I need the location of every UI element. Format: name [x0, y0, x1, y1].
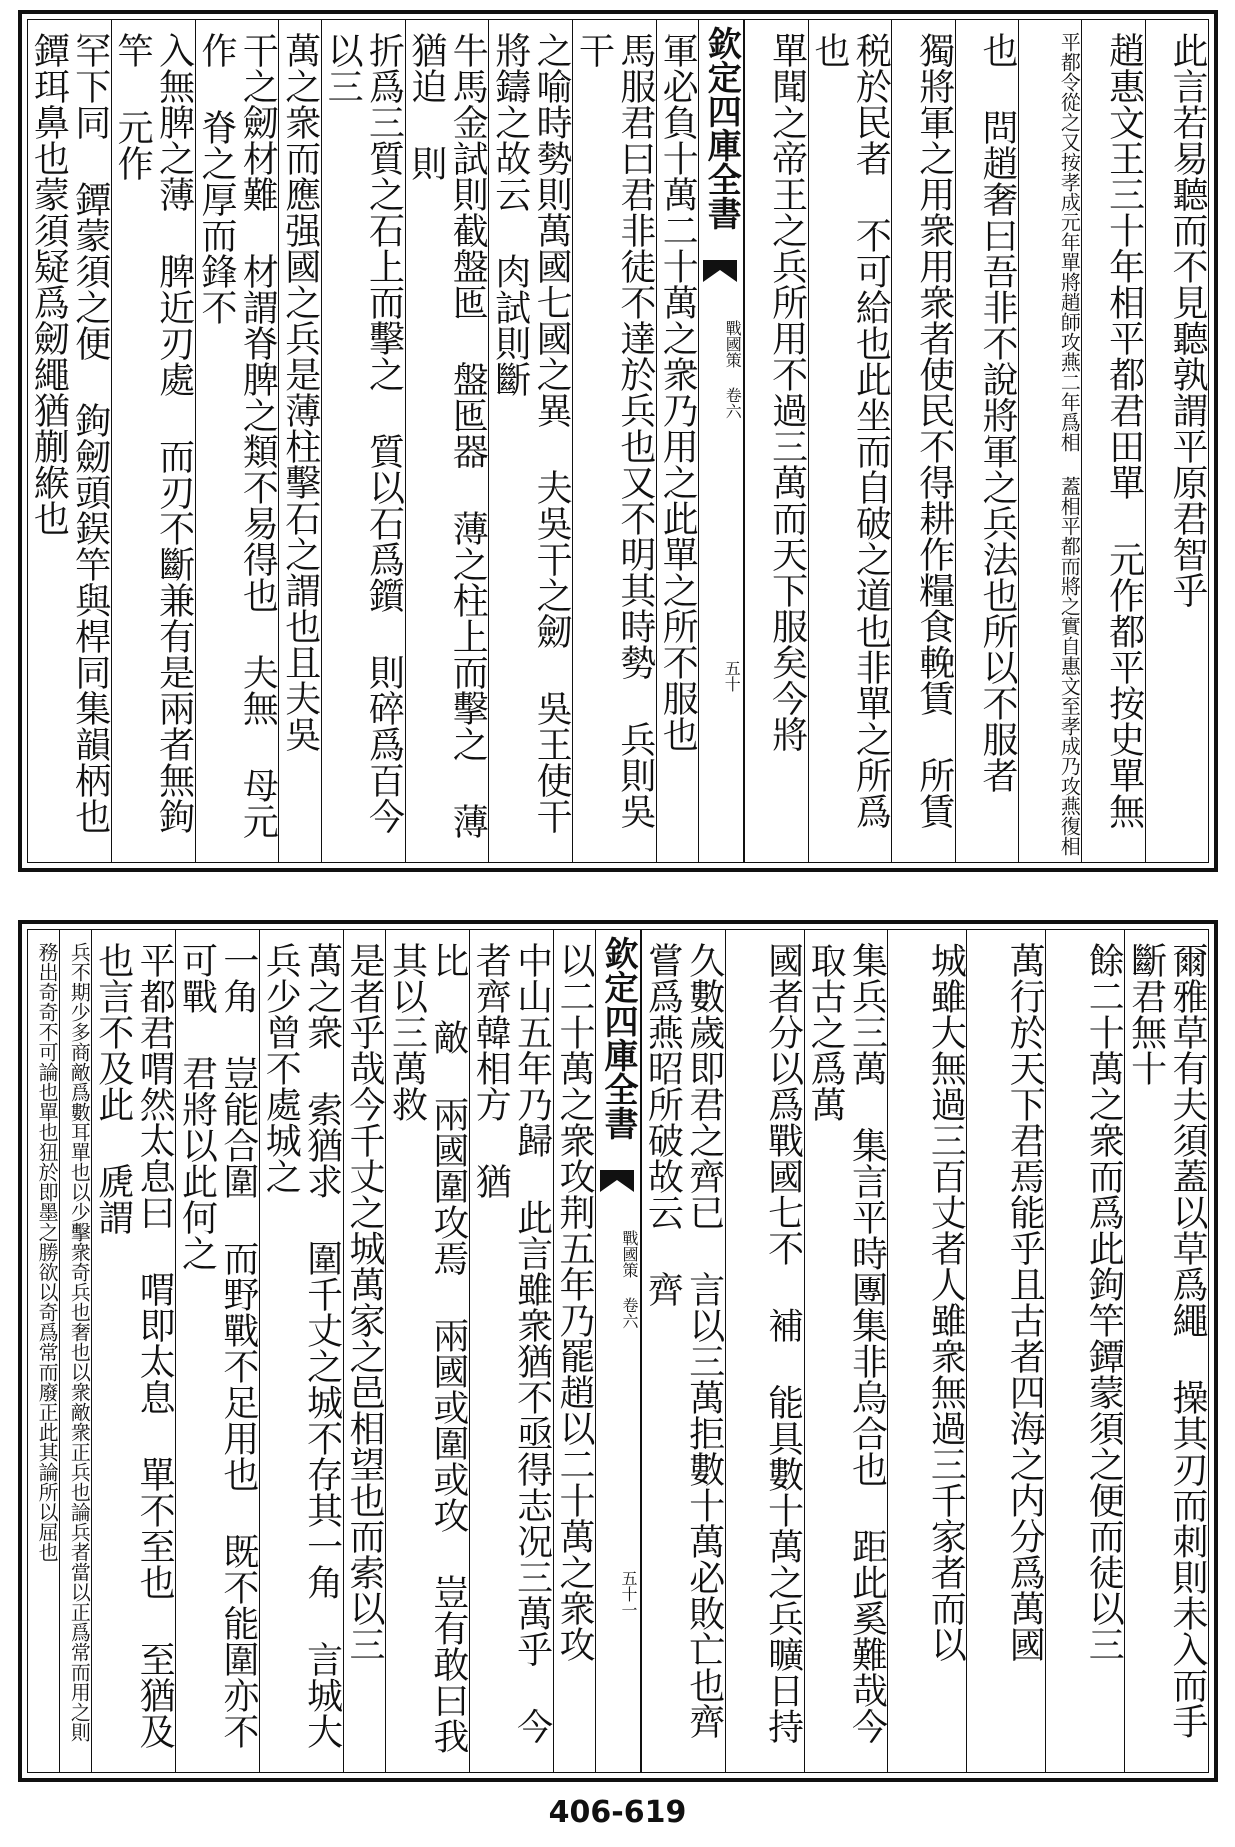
text-column: 入無脾之薄 脾近刃處 而刃不斷兼有是兩者無鉤竿 元作 — [111, 20, 195, 862]
text-column: 爾雅草有夫須蓋以草爲繩 操其刃而刺則未入而手斷君無十 — [1124, 930, 1208, 1772]
top-columns — [28, 20, 1208, 862]
text-column: 平都君喟然太息曰 喟即太息 單不至也 至猶及也言不及此 虒謂 — [91, 930, 175, 1772]
center-fold — [698, 20, 744, 862]
text-column: 馬服君曰君非徒不達於兵也又不明其時勢 兵則吳干 — [572, 20, 656, 862]
page-number: 五十 — [722, 660, 742, 692]
text-column: 軍必負十萬二十萬之衆乃用之此單之所不服也 — [656, 20, 698, 862]
text-column: 也 問趙奢曰吾非不說將軍之兵法也所以不服者 — [955, 20, 1018, 862]
bottom-right-half — [641, 930, 1208, 1772]
text-column: 餘二十萬之衆而爲此鉤竿鐔蒙須之便而徒以三 — [1045, 930, 1124, 1772]
commentary-column: 務出奇奇不可論也單也狃於即墨之勝欲以奇爲常而廢正此其論所以屈也 — [35, 942, 60, 1562]
bottom-left-half — [28, 930, 595, 1772]
chapter-label: 戰國策 卷六 — [620, 1230, 639, 1329]
commentary-column: 兵不期少多商敵爲數耳單也以少擊衆奇兵也奢也以衆敵衆正兵也論兵者當以正爲常而用之則 — [59, 930, 91, 1772]
top-page-frame — [27, 19, 1209, 863]
text-column: 萬行於天下君焉能乎且古者四海之内分爲萬國 — [966, 930, 1045, 1772]
text-column: 單聞之帝王之兵所用不過三萬而天下服矣今將 — [744, 20, 807, 862]
top-page — [18, 10, 1218, 872]
text-column: 中山五年乃歸 此言雖衆猶不亟得志况三萬乎 今者齊韓相方 猶 — [469, 930, 553, 1772]
text-column: 集兵三萬 集言平時團集非烏合也 距此奚難哉今取古之爲萬 — [804, 930, 888, 1772]
text-column: 一角 豈能合圍 而野戰不足用也 既不能圍亦不可戰 君將以此何之 — [175, 930, 259, 1772]
bottom-columns — [28, 930, 1208, 1772]
bottom-page-frame — [27, 929, 1209, 1773]
text-column: 萬之衆而應强國之兵是薄柱擊石之謂也且夫吳 — [278, 20, 320, 862]
text-column: 是者乎哉今千丈之城萬家之邑相望也而索以三 — [343, 930, 385, 1772]
top-right-half — [744, 20, 1208, 862]
text-column: 萬之衆 索猶求 圍千丈之城不存其一角 言城大兵少曾不處城之 — [259, 930, 343, 1772]
text-column: 比 敵 兩國圍攻焉 兩國或圍或攻 豈有敢曰我其以三萬救 — [385, 930, 469, 1772]
text-column: 趙惠文王三十年相平都君田單 元作都平按史單無 — [1081, 20, 1144, 862]
text-column: 之喻時勢則萬國七國之異 夫吳干之劒 吳王使干將鑄之故云 肉試則斷 — [488, 20, 572, 862]
text-column: 牛馬金試則截盤匜 盤匜器 薄之柱上而擊之 薄猶迫 則 — [405, 20, 489, 862]
chapter-label: 戰國策 卷六 — [723, 320, 743, 419]
page-reference: 406-619 — [548, 1795, 687, 1830]
text-column: 久數歲即君之齊已 言以三萬拒數十萬必敗亡也齊嘗爲燕昭所破故云 齊 — [641, 930, 725, 1772]
text-column: 城雖大無過三百丈者人雖衆無過三千家者而以 — [887, 930, 966, 1772]
book-title: 欽定四庫全書 — [598, 936, 638, 1140]
commentary-column: 平都令從之又按孝成元年單將趙師攻燕二年爲相 蓋相平都而將之實自惠文至孝成乃攻燕復相 — [1018, 20, 1081, 862]
fish-tail-icon — [600, 1170, 634, 1202]
center-fold — [595, 930, 641, 1772]
top-left-half — [28, 20, 698, 862]
bottom-page — [18, 920, 1218, 1782]
page-number: 五十一 — [619, 1570, 638, 1618]
text-column: 此言若易聽而不見聽孰謂平原君智乎 — [1145, 20, 1208, 862]
text-column: 獨將軍之用衆用衆者使民不得耕作糧食輓賃 所賃 — [891, 20, 954, 862]
text-column: 以二十萬之衆攻荆五年乃罷趙以二十萬之衆攻 — [553, 930, 595, 1772]
text-column: 國者分以爲戰國七不 補 能具數十萬之兵曠日持 — [725, 930, 804, 1772]
text-column: 税於民者 不可給也此坐而自破之道也非單之所爲也 — [808, 20, 892, 862]
text-column: 罕下同 鐔蒙須之便 鉤劒頭鋘竿與桿同集韻柄也鐔珥鼻也蒙須疑爲劒繩猶蒯緱也 — [28, 32, 111, 834]
book-title: 欽定四庫全書 — [701, 26, 742, 230]
text-column: 折爲三質之石上而擊之 質以石爲鑕 則碎爲百今以三 — [321, 20, 405, 862]
text-column: 干之劒材難 材謂脊脾之類不易得也 夫無 母元作 脊之厚而鋒不 — [195, 20, 279, 862]
fish-tail-icon — [703, 260, 737, 292]
